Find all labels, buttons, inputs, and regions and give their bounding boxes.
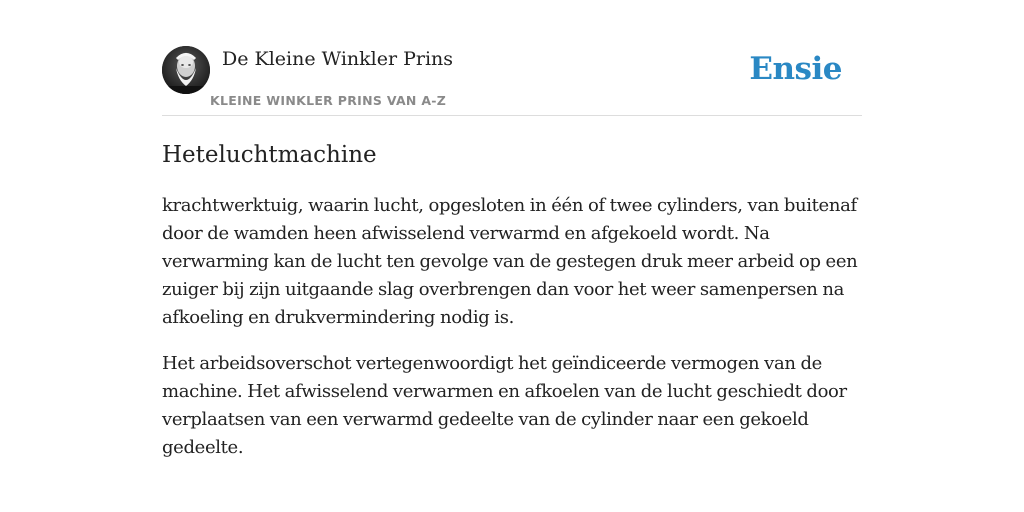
article-header bbox=[162, 0, 862, 116]
article-body bbox=[162, 192, 862, 480]
author-portrait-icon bbox=[162, 46, 210, 94]
author-avatar[interactable] bbox=[162, 46, 210, 94]
article-paragraph: Het arbeidsoverschot vertegenwoordigt het geïndiceerde vermogen van de machine. Het afwisselend verwarmen en afkoelen van de lucht geschiedt door verplaatsen van een verwarmd gedeelte van de cylinder naar een gekoeld gedeelte. bbox=[162, 353, 847, 458]
article-paragraph: krachtwerktuig, waarin lucht, opgesloten in één of twee cylinders, van buitenaf door de wamden heen afwisselend verwarmd en afgekoeld wordt. Na verwarming kan de lucht ten gevolge van de gestegen druk meer arbeid op een zuiger bij zijn uitgaande slag overbrengen dan voor het weer samenpersen na afkoeling en drukvermindering nodig is. bbox=[162, 195, 858, 328]
author-name[interactable]: De Kleine Winkler Prins bbox=[222, 48, 454, 70]
source-name[interactable]: KLEINE WINKLER PRINS VAN A-Z bbox=[210, 93, 447, 108]
ensie-logo-link[interactable]: Ensie bbox=[749, 51, 842, 87]
page-container bbox=[162, 0, 862, 458]
article-title: Heteluchtmachine bbox=[162, 142, 377, 168]
